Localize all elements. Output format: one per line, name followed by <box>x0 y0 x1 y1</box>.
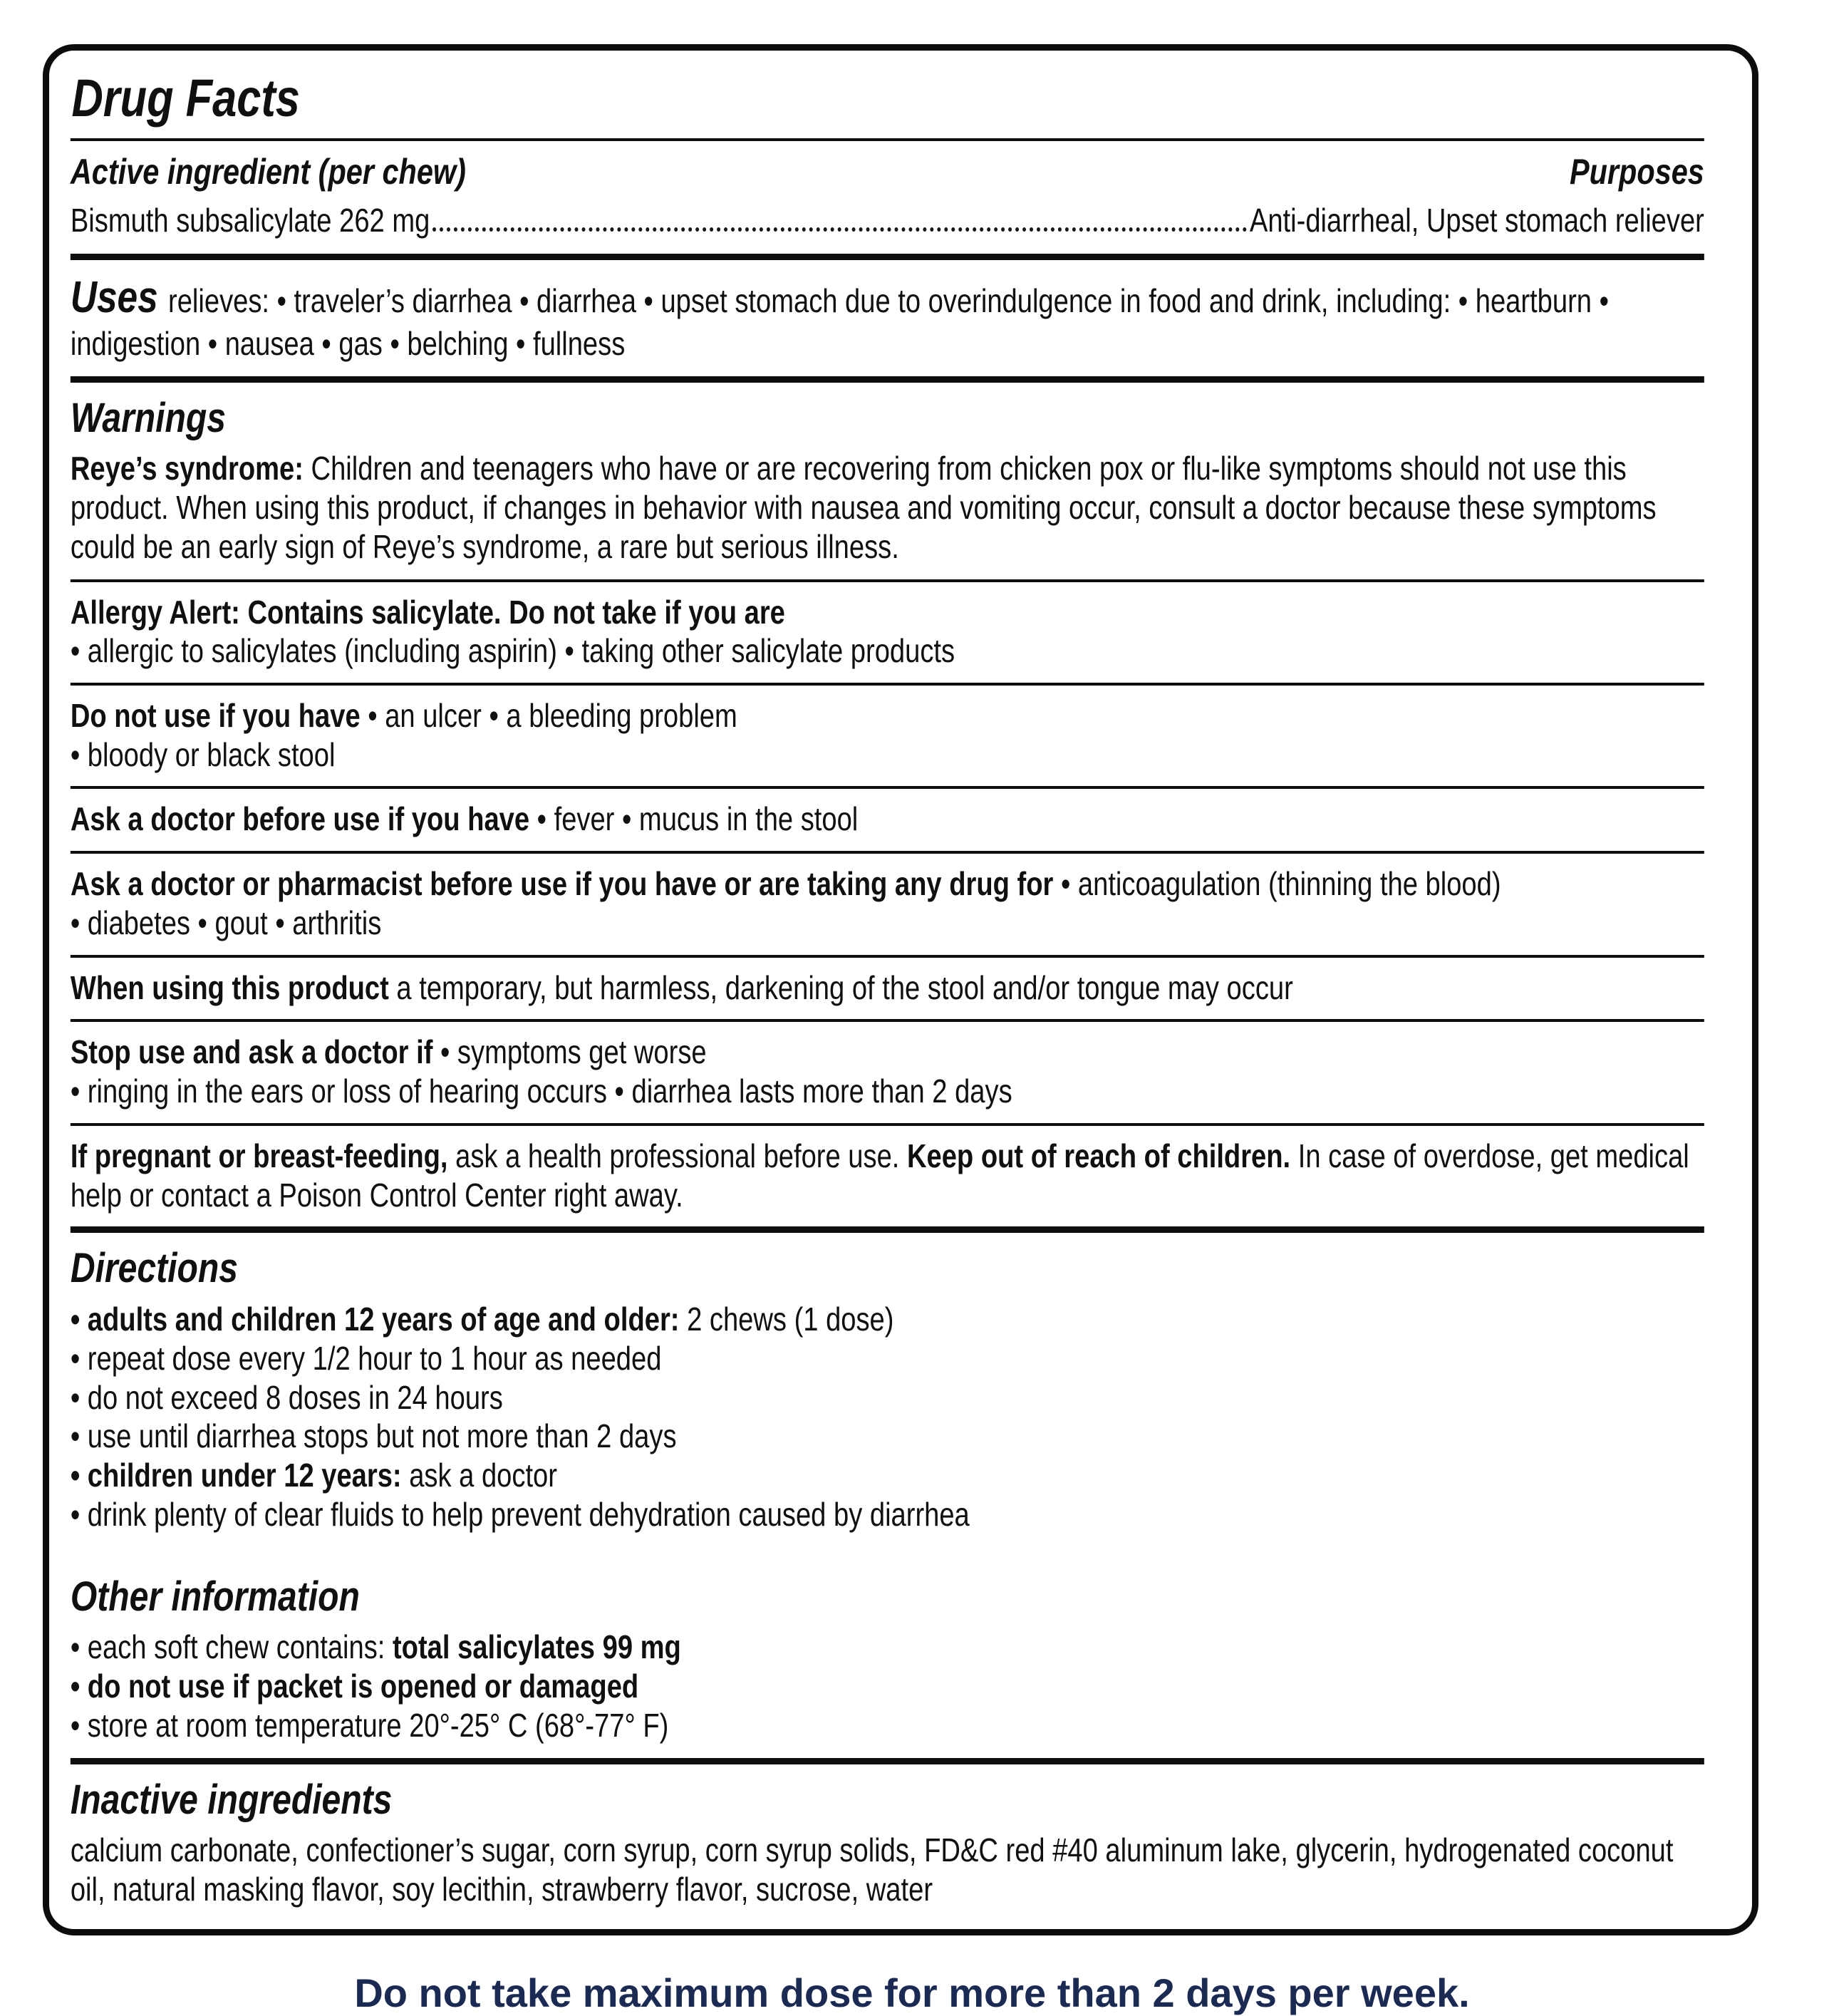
directions-item: • adults and children 12 years of age and older: 2 chews (1 dose) <box>70 1301 894 1338</box>
uses-text: Uses relieves: • traveler’s diarrhea • diarrhea • upset stomach due to overindulgence in food and drink, including: • heartburn • indigestion • nausea • gas • belching • fullness <box>70 273 1609 362</box>
warning-allergy-line2: • allergic to salicylates (including aspirin) • taking other salicylate products <box>70 632 955 670</box>
inactive-ingredients-section <box>71 1758 1704 1913</box>
directions-section <box>71 1226 1704 1757</box>
dotted-leader <box>432 227 1248 232</box>
warning-allergy-alert <box>71 579 1704 683</box>
drug-facts-label <box>43 44 1758 1935</box>
warning-pregnant-line: If pregnant or breast-feeding, ask a health professional before use. Keep out of reach of children. In case of overdose, get medical help or contact a Poison Control Center right away. <box>70 1137 1689 1214</box>
drug-facts-title: Drug Facts <box>71 68 300 128</box>
inactive-ingredients-text: calcium carbonate, confectioner’s sugar, corn syrup, corn syrup solids, FD&C red #40 aluminum lake, glycerin, hydrogenated coconut oil, natural masking flavor, soy lecithin, strawberry flavor, sucrose, water <box>70 1831 1674 1908</box>
uses-section <box>71 254 1704 376</box>
active-ingredient-row <box>71 194 1704 254</box>
other-information-item: • store at room temperature 20°-25° C (68°-77° F) <box>70 1706 669 1744</box>
warning-reyes: Reye’s syndrome: Children and teenagers who have or are recovering from chicken pox or flu-like symptoms should not use this product. When using this product, if changes in behavior with nausea and vomiting occur, consult a doctor because these symptoms could be an early sign of Reye’s syndrome, a rare but serious illness. <box>70 450 1657 565</box>
directions-heading: Directions <box>70 1245 238 1292</box>
active-ingredient-header-row <box>71 141 1704 194</box>
warning-ask-doctor <box>71 786 1704 851</box>
active-ingredient-name: Bismuth subsalicylate 262 mg <box>70 202 430 239</box>
other-information-item: • do not use if packet is opened or damaged <box>70 1668 639 1705</box>
directions-item: • repeat dose every 1/2 hour to 1 hour as needed <box>70 1339 662 1377</box>
warning-ask-pharmacist-line2: • diabetes • gout • arthritis <box>70 904 382 941</box>
warning-do-not-use-line2: • bloody or black stool <box>70 735 336 773</box>
warning-ask-doctor-pharmacist <box>71 851 1704 954</box>
label-content <box>49 62 1726 1913</box>
warning-when-using <box>71 955 1704 1020</box>
warnings-heading: Warnings <box>70 394 227 441</box>
warning-pregnant <box>71 1123 1704 1226</box>
active-ingredient-header: Active ingredient (per chew) <box>70 152 466 192</box>
other-information-heading: Other information <box>70 1573 360 1620</box>
warning-stop-use <box>71 1019 1704 1122</box>
warning-stop-use-line2: • ringing in the ears or loss of hearing occurs • diarrhea lasts more than 2 days <box>70 1072 1012 1110</box>
warnings-section <box>71 376 1704 579</box>
warning-ask-pharmacist-line1: Ask a doctor or pharmacist before use if you have or are taking any drug for • anticoagulation (thinning the blood) <box>70 865 1501 903</box>
purposes-header: Purposes <box>1569 152 1704 192</box>
warning-when-using-line: When using this product a temporary, but harmless, darkening of the stool and/or tongue may occur <box>70 968 1293 1006</box>
warning-ask-doctor-line: Ask a doctor before use if you have • fever • mucus in the stool <box>70 800 859 838</box>
directions-item: • use until diarrhea stops but not more than 2 days <box>70 1417 677 1455</box>
other-information-item: • each soft chew contains: total salicylates 99 mg <box>70 1628 681 1666</box>
directions-item: • drink plenty of clear fluids to help prevent dehydration caused by diarrhea <box>70 1495 970 1533</box>
directions-item: • children under 12 years: ask a doctor <box>70 1457 557 1494</box>
purpose-value: Anti-diarrheal, Upset stomach reliever <box>1249 202 1704 239</box>
warning-do-not-use <box>71 683 1704 786</box>
warning-allergy-line1: Allergy Alert: Contains salicylate. Do not take if you are <box>70 593 785 631</box>
warning-do-not-use-line1: Do not use if you have • an ulcer • a bleeding problem <box>70 696 737 734</box>
warning-stop-use-line1: Stop use and ask a doctor if • symptoms get worse <box>70 1033 707 1071</box>
inactive-ingredients-heading: Inactive ingredients <box>70 1776 393 1823</box>
directions-item: • do not exceed 8 doses in 24 hours <box>70 1378 503 1416</box>
max-dose-footnote: Do not take maximum dose for more than 2 days per week. <box>354 1970 1470 2015</box>
